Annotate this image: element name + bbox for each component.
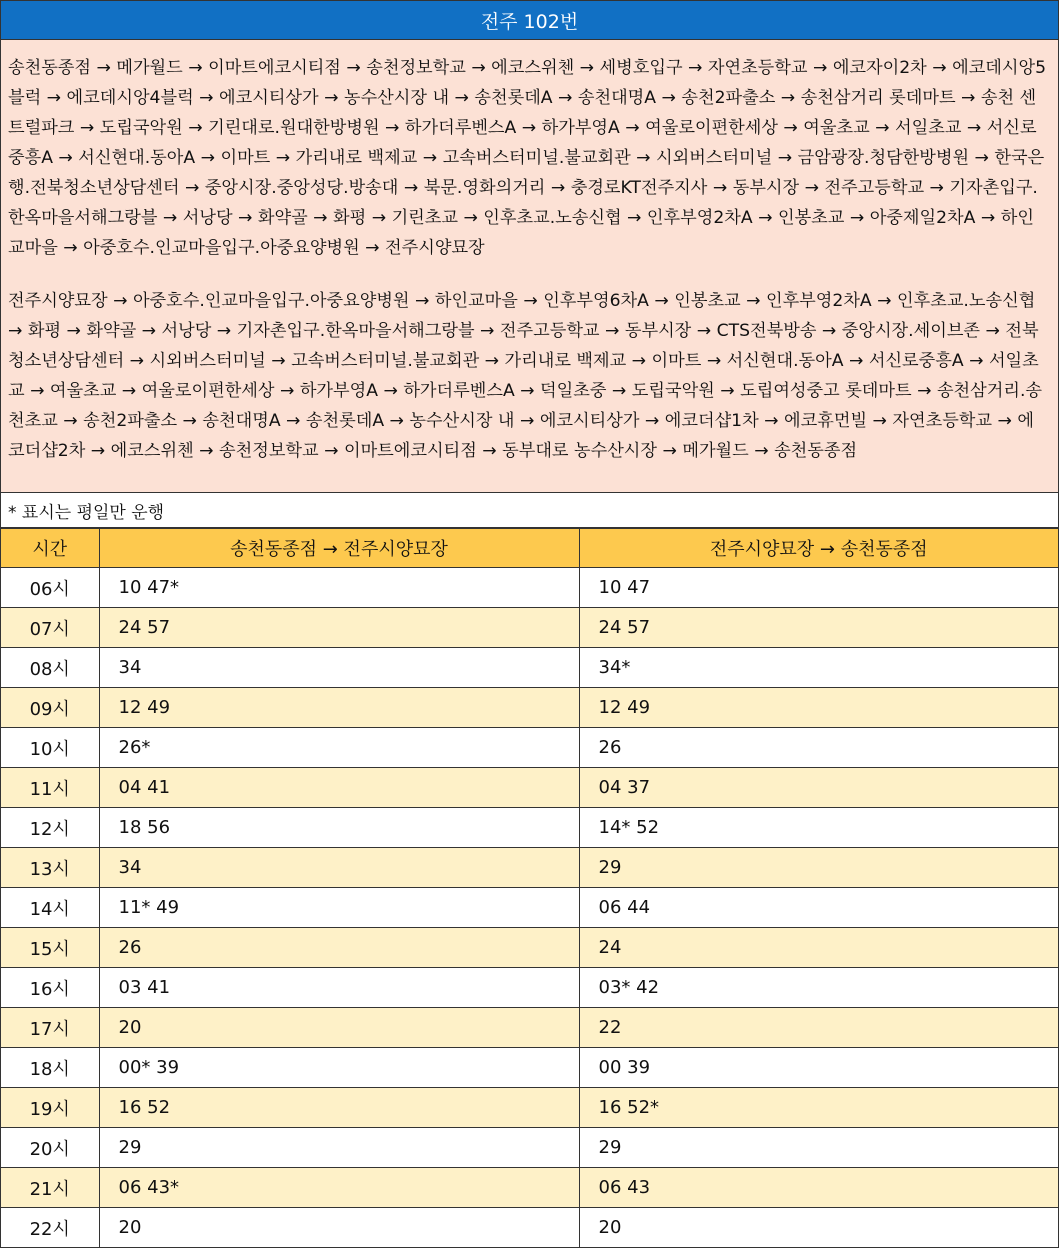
table-row bbox=[1, 808, 1058, 848]
route-inbound-text: 전주시양묘장 → 아중호수.인교마을입구.아중요양병원 → 하인교마을 → 인후부영6차A → 인봉초교 → 인후부영2차A → 인후초교.노송신협 → 화평 → 화약골 → 서낭당 → 기자촌입구.한옥마을서해그랑블 → 전주고등학교 → 동부시장 → CTS전북방송 → 중앙시장.세이브존 → 전북청소년상담센터 → 시외버스터미널 → 고속버스터미널.불교회관 → 가리내로 백제교 → 이마트 → 서신현대.동아A → 서신로중흥A → 서일초교 → 여울초교 → 여울로이편한세상 → 하가부영A → 하가더루벤스A → 덕일초중 → 도립국악원 → 도립여성중고 롯데마트 → 송천삼거리.송천초교 → 송천2파출소 → 송천대명A → 송천롯데A → 농수산시장 내 → 에코시티상가 → 에코더샵1차 → 에코휴먼빌 → 자연초등학교 → 에코더샵2차 → 에코스위첸 → 송천정보학교 → 이마트에코시티점 → 동부대로 농수산시장 → 메가월드 → 송천동종점 bbox=[8, 291, 1043, 461]
header-outbound: 송천동종점 → 전주시양묘장 bbox=[99, 529, 579, 568]
table-row bbox=[1, 728, 1058, 768]
hour-cell: 11시 bbox=[1, 768, 99, 808]
outbound-times: 04 41 bbox=[99, 768, 579, 808]
hour-cell: 06시 bbox=[1, 568, 99, 608]
inbound-times: 20 bbox=[579, 1208, 1058, 1248]
route-description bbox=[1, 40, 1058, 493]
table-row bbox=[1, 1008, 1058, 1048]
table-row bbox=[1, 768, 1058, 808]
inbound-times: 34* bbox=[579, 648, 1058, 688]
hour-cell: 18시 bbox=[1, 1048, 99, 1088]
outbound-times: 18 56 bbox=[99, 808, 579, 848]
inbound-times: 00 39 bbox=[579, 1048, 1058, 1088]
hour-cell: 20시 bbox=[1, 1128, 99, 1168]
hour-cell: 15시 bbox=[1, 928, 99, 968]
table-row bbox=[1, 888, 1058, 928]
inbound-times: 26 bbox=[579, 728, 1058, 768]
table-row bbox=[1, 568, 1058, 608]
outbound-times: 20 bbox=[99, 1008, 579, 1048]
inbound-times: 06 44 bbox=[579, 888, 1058, 928]
inbound-times: 24 57 bbox=[579, 608, 1058, 648]
weekday-note: * 표시는 평일만 운행 bbox=[1, 493, 1058, 528]
outbound-times: 00* 39 bbox=[99, 1048, 579, 1088]
outbound-times: 06 43* bbox=[99, 1168, 579, 1208]
table-row bbox=[1, 848, 1058, 888]
outbound-times: 24 57 bbox=[99, 608, 579, 648]
inbound-times: 14* 52 bbox=[579, 808, 1058, 848]
outbound-times: 10 47* bbox=[99, 568, 579, 608]
page-title: 전주 102번 bbox=[1, 1, 1058, 40]
outbound-times: 26 bbox=[99, 928, 579, 968]
hour-cell: 14시 bbox=[1, 888, 99, 928]
inbound-times: 24 bbox=[579, 928, 1058, 968]
hour-cell: 12시 bbox=[1, 808, 99, 848]
hour-cell: 19시 bbox=[1, 1088, 99, 1128]
outbound-times: 16 52 bbox=[99, 1088, 579, 1128]
table-row bbox=[1, 1208, 1058, 1248]
inbound-times: 03* 42 bbox=[579, 968, 1058, 1008]
hour-cell: 10시 bbox=[1, 728, 99, 768]
inbound-times: 22 bbox=[579, 1008, 1058, 1048]
table-row bbox=[1, 1168, 1058, 1208]
outbound-times: 34 bbox=[99, 848, 579, 888]
inbound-times: 29 bbox=[579, 1128, 1058, 1168]
outbound-times: 12 49 bbox=[99, 688, 579, 728]
table-row bbox=[1, 688, 1058, 728]
route-outbound-text: 송천동종점 → 메가월드 → 이마트에코시티점 → 송천정보학교 → 에코스위첸 → 세병호입구 → 자연초등학교 → 에코자이2차 → 에코데시앙5블럭 → 에코데시앙4블럭 → 에코시티상가 → 농수산시장 내 → 송천롯데A → 송천대명A → 송천2파출소 → 송천삼거리 롯데마트 → 송천 센트럴파크 → 도립국악원 → 기린대로.원대한방병원 → 하가더루벤스A → 하가부영A → 여울로이편한세상 → 여울초교 → 서일초교 → 서신로중흥A → 서신현대.동아A → 이마트 → 가리내로 백제교 → 고속버스터미널.불교회관 → 시외버스터미널 → 금암광장.청담한방병원 → 한국은행.전북청소년상담센터 → 중앙시장.중앙성당.방송대 → 북문.영화의거리 → 충경로KT전주지사 → 동부시장 → 전주고등학교 → 기자촌입구.한옥마을서해그랑블 → 서낭당 → 화약골 → 화평 → 기린초교 → 인후초교.노송신협 → 인후부영2차A → 인봉초교 → 아중제일2차A → 하인교마을 → 아중호수.인교마을입구.아중요양병원 → 전주시양묘장 bbox=[8, 58, 1047, 258]
inbound-times: 16 52* bbox=[579, 1088, 1058, 1128]
table-row bbox=[1, 608, 1058, 648]
outbound-times: 11* 49 bbox=[99, 888, 579, 928]
hour-cell: 17시 bbox=[1, 1008, 99, 1048]
outbound-times: 34 bbox=[99, 648, 579, 688]
hour-cell: 22시 bbox=[1, 1208, 99, 1248]
outbound-times: 03 41 bbox=[99, 968, 579, 1008]
hour-cell: 09시 bbox=[1, 688, 99, 728]
schedule-table bbox=[1, 528, 1058, 1247]
table-row bbox=[1, 1128, 1058, 1168]
hour-cell: 21시 bbox=[1, 1168, 99, 1208]
inbound-times: 04 37 bbox=[579, 768, 1058, 808]
table-row bbox=[1, 1088, 1058, 1128]
inbound-times: 12 49 bbox=[579, 688, 1058, 728]
outbound-times: 26* bbox=[99, 728, 579, 768]
table-row bbox=[1, 648, 1058, 688]
outbound-times: 20 bbox=[99, 1208, 579, 1248]
header-hour: 시간 bbox=[1, 529, 99, 568]
hour-cell: 08시 bbox=[1, 648, 99, 688]
table-row bbox=[1, 1048, 1058, 1088]
hour-cell: 13시 bbox=[1, 848, 99, 888]
hour-cell: 16시 bbox=[1, 968, 99, 1008]
header-inbound: 전주시양묘장 → 송천동종점 bbox=[579, 529, 1058, 568]
inbound-times: 10 47 bbox=[579, 568, 1058, 608]
table-row bbox=[1, 928, 1058, 968]
table-row bbox=[1, 968, 1058, 1008]
inbound-times: 29 bbox=[579, 848, 1058, 888]
hour-cell: 07시 bbox=[1, 608, 99, 648]
inbound-times: 06 43 bbox=[579, 1168, 1058, 1208]
schedule-header-row bbox=[1, 529, 1058, 568]
outbound-times: 29 bbox=[99, 1128, 579, 1168]
